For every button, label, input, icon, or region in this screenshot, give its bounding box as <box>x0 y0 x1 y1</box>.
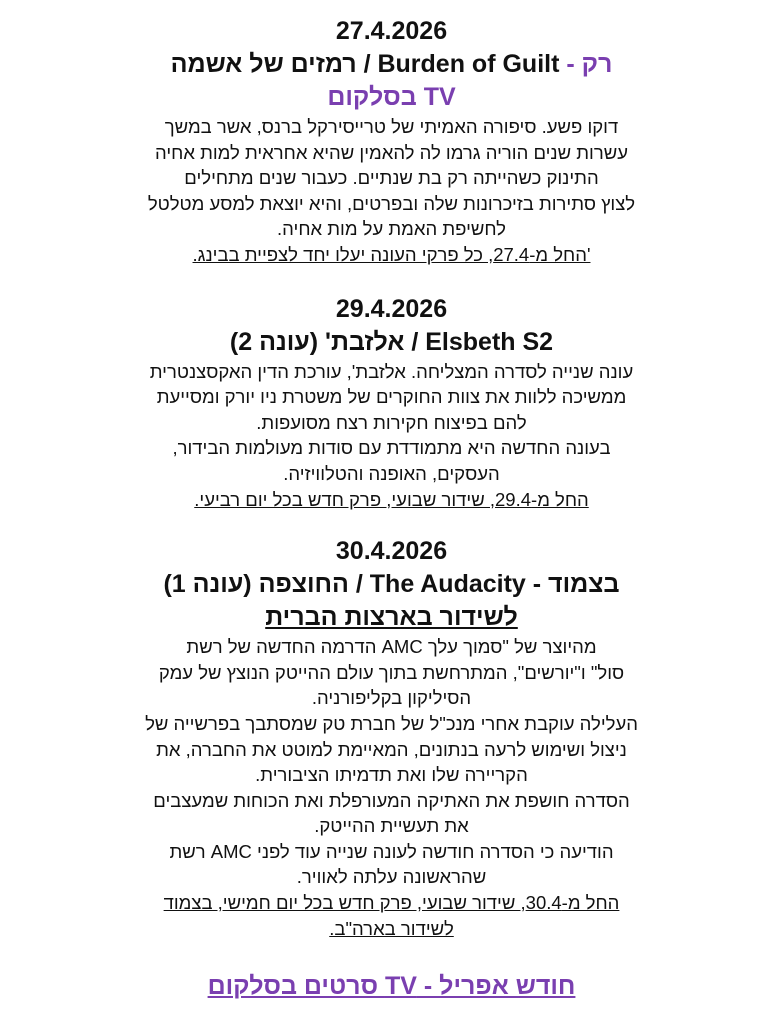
description-line: את תעשיית ההייטק. <box>314 815 469 837</box>
description-line: הסיליקון בקליפורניה. <box>311 687 472 709</box>
description-line: בעונה החדשה היא מתמודדת עם סודות מעולמות הבידור, <box>172 437 611 459</box>
description-line: עשרות שנים הוריה גרמו לה להאמין שהיא אחראית למות אחיה <box>154 141 629 163</box>
description-line: הסדרה חושפת את האתיקה המעורפלת ואת הכוחות שמעצבים <box>153 789 630 811</box>
description-line: להם בפיצוח חקירות רצח מסועפות. <box>256 411 527 433</box>
description-line: מהיוצר של "סמוך עלך AMC הדרמה החדשה של רשת <box>186 636 597 658</box>
description-line: העסקים, האופנה והטלוויזיה. <box>283 462 500 484</box>
entry-title: Elsbeth S2 / אלזבת' (עונה 2) <box>229 327 554 356</box>
description-line: לצוץ סתירות בזיכרונות שלה ובפרטים, והיא יוצאת למסע מטלטל <box>147 192 636 214</box>
description-line: הקריירה שלו ואת תדמיתו הציבורית. <box>255 764 528 786</box>
footer-section <box>82 969 702 1003</box>
entry-elsbeth <box>82 292 702 513</box>
description-line: העלילה עוקבת אחרי מנכ"ל של חברת טק שמסתבך בפרשייה של <box>145 712 638 734</box>
description-line: הודיעה כי הסדרה חודשה לעונה שנייה עוד לפני AMC רשת <box>169 840 614 862</box>
description-line: סול" ו"יורשים", המתרחשת בתוך עולם ההייטק הנוצץ של עמק <box>158 661 625 683</box>
entry-description <box>82 634 702 941</box>
description-line: התינוק כשהייתה רק בת שנתיים. כעבור שנים מתחילים <box>184 167 599 189</box>
entry-date: 30.4.2026 <box>335 537 448 566</box>
availability-note: החל מ-30.4, שידור שבועי, פרק חדש בכל יום חמישי, בצמוד <box>163 892 620 914</box>
description-line: ממשיכה ללוות את צוות החוקרים של משטרת ניו יורק ומסייעת <box>156 386 627 408</box>
entry-title: בצמוד - The Audacity / החוצפה (עונה 1) <box>163 570 620 599</box>
description-line: לחשיפת האמת על מות אחיה. <box>277 218 506 240</box>
description-line: עונה שנייה לסדרה המצליחה. אלזבת', עורכת הדין האקסצנטרית <box>149 360 634 382</box>
entry-burden-of-guilt <box>82 14 702 268</box>
title-prefix: רק - <box>566 50 613 78</box>
description-line: ניצול ושימוש לרעה בנתונים, המאיימת למוטט את החברה, את <box>156 738 627 760</box>
entry-description <box>82 114 702 268</box>
entry-date: 29.4.2026 <box>335 294 448 323</box>
availability-note: החל מ-29.4, שידור שבועי, פרק חדש בכל יום רביעי. <box>194 488 589 510</box>
entry-the-audacity <box>82 534 702 941</box>
entry-title <box>82 48 702 81</box>
description-line: שהראשונה עלתה לאוויר. <box>296 866 487 888</box>
availability-note: לשידור בארה"ב. <box>329 917 454 939</box>
entry-description <box>82 359 702 513</box>
availability-note: 'החל מ-27.4, כל פרקי העונה יעלו יחד לצפיית בבינג. <box>192 243 591 265</box>
footer-title: חודש אפריל - TV סרטים בסלקום <box>207 972 576 1001</box>
entry-date: 27.4.2026 <box>335 17 448 45</box>
title-main: Burden of Guilt / רמזים של אשמה <box>170 50 560 78</box>
entry-subtitle: TV בסלקום <box>327 83 456 111</box>
description-line: דוקו פשע. סיפורה האמיתי של טרייסירקל ברנס, אשר במשך <box>164 116 619 137</box>
entry-subtitle: לשידור בארצות הברית <box>265 603 518 632</box>
